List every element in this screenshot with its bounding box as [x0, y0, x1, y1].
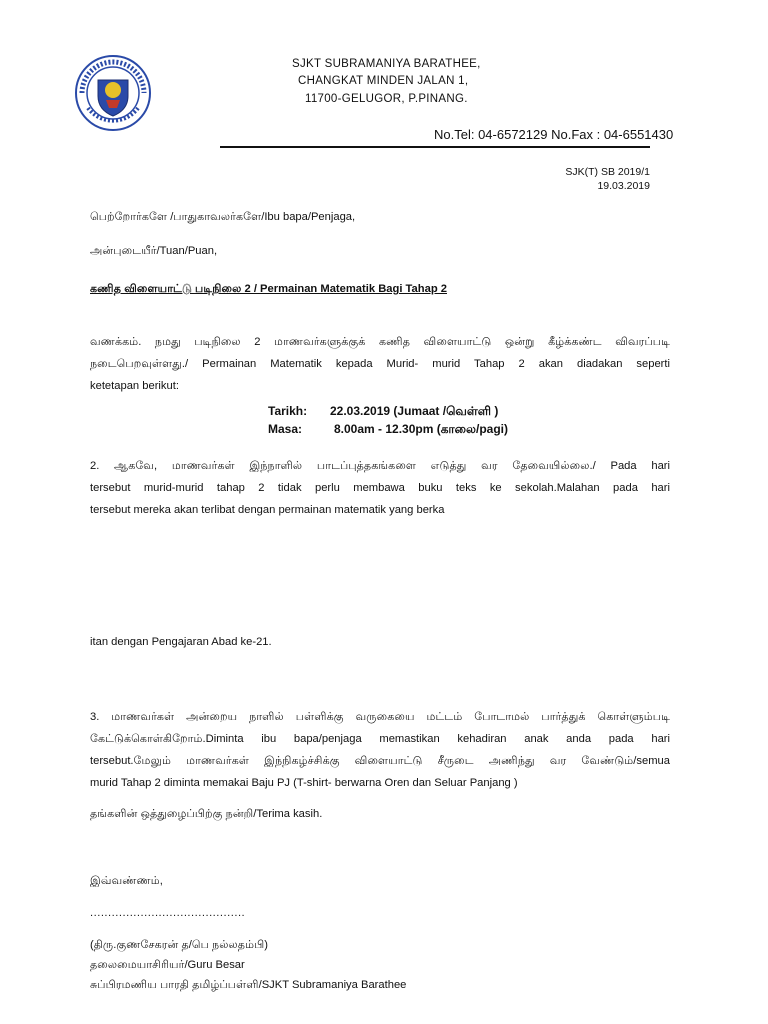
paragraph-3-line: tersebut.மேலும் மாணவர்கள் இந்நிகழ்ச்சிக்கு விளையாட்டு சீருடை அணிந்து வர வேண்டும்/semua: [90, 755, 670, 767]
paragraph-3: [90, 706, 670, 794]
paragraph-3-line: கேட்டுக்கொள்கிறோம்.Diminta ibu bapa/penjaga memastikan kehadiran anak anda pada hari: [90, 733, 670, 745]
paragraph-1-line: வணக்கம். நமது படிநிலை 2 மாணவர்களுக்குக் கணித விளையாட்டு ஒன்று கீழ்க்கண்ட விவரப்படி: [90, 336, 670, 348]
paragraph-2-line: tersebut mereka akan terlibat dengan permainan matematik yang berka: [90, 504, 445, 516]
paragraph-2-line: tersebut murid-murid tahap 2 tidak perlu membawa buku teks ke sekolah.Malahan pada hari: [90, 482, 670, 494]
signature-line: ...........................................: [90, 907, 246, 919]
paragraph-1-line: ketetapan berikut:: [90, 380, 179, 392]
paragraph-3-line: murid Tahap 2 diminta memakai Baju PJ (T-shirt- berwarna Oren dan Seluar Panjang ): [90, 777, 518, 789]
paragraph-1-line: நடைபெறவுள்ளது./ Permainan Matematik kepada Murid- murid Tahap 2 akan diadakan seperti: [90, 358, 670, 370]
address-line-1: CHANGKAT MINDEN JALAN 1,: [298, 75, 469, 87]
letter-date: 19.03.2019: [597, 180, 650, 192]
header-divider: [220, 146, 650, 148]
schedule-date-label: Tarikh:: [268, 404, 308, 418]
signer-title: தலைமையாசிரியர்/Guru Besar: [90, 959, 245, 971]
recipient-line: பெற்றோர்களே /பாதுகாவலர்களே/Ibu bapa/Penjaga,: [90, 211, 356, 223]
salutation: அன்புடையீர்/Tuan/Puan,: [90, 245, 218, 257]
school-name: SJKT SUBRAMANIYA BARATHEE,: [292, 58, 481, 70]
closing-line: இவ்வண்ணம்,: [90, 875, 163, 887]
schedule-time-value: 8.00am - 12.30pm (காலை/pagi): [334, 422, 508, 436]
schedule-date-value: 22.03.2019 (Jumaat /வெள்ளி ): [330, 404, 499, 418]
paragraph-2-continuation: itan dengan Pengajaran Abad ke-21.: [90, 636, 272, 648]
schedule-time-label: Masa:: [268, 422, 303, 436]
reference-number: SJK(T) SB 2019/1: [565, 166, 650, 178]
contact-line: No.Tel: 04-6572129 No.Fax : 04-6551430: [434, 127, 674, 142]
signer-name: (திரு.குணசேகரன் த/பெ நல்லதம்பி): [90, 939, 269, 951]
signer-school: சுப்பிரமணிய பாரதி தமிழ்ப்பள்ளி/SJKT Subramaniya Barathee: [90, 979, 407, 991]
thanks-line: தங்களின் ஒத்துழைப்பிற்கு நன்றி/Terima kasih.: [90, 808, 323, 820]
paragraph-2: [90, 455, 670, 521]
paragraph-2-line: 2. ஆகவே, மாணவர்கள் இந்நாளில் பாடப்புத்தகங்களை எடுத்து வர தேவையில்லை./ Pada hari: [90, 460, 670, 472]
paragraph-1: [90, 331, 670, 397]
paragraph-3-line: 3. மாணவர்கள் அன்றைய நாளில் பள்ளிக்கு வருகையை மட்டம் போடாமல் பார்த்துக் கொள்ளும்படி: [90, 711, 670, 723]
subject-line: கணித விளையாட்டு படிநிலை 2 / Permainan Matematik Bagi Tahap 2: [90, 283, 447, 295]
school-logo: [74, 54, 152, 132]
address-line-2: 11700-GELUGOR, P.PINANG.: [305, 93, 468, 105]
